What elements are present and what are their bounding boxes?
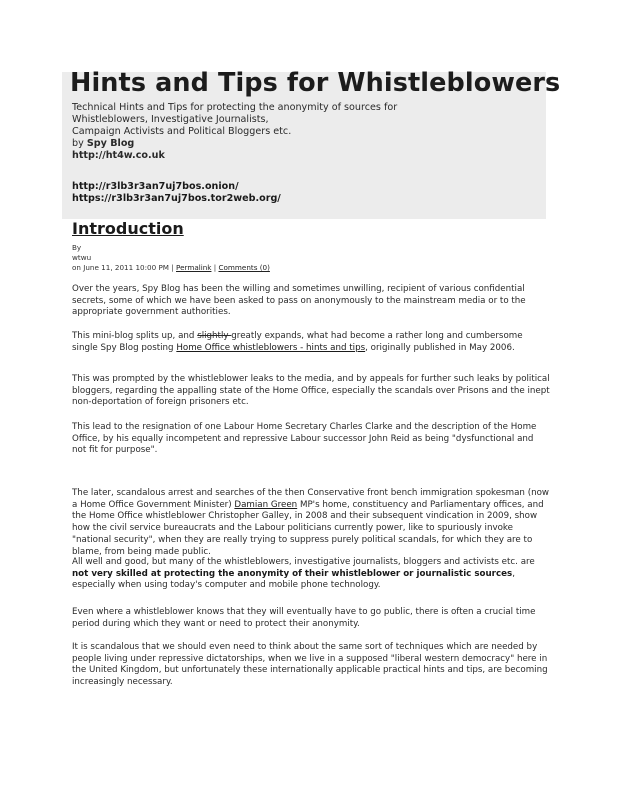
onion-links	[72, 181, 281, 205]
permalink-link[interactable]: Permalink	[176, 263, 212, 272]
by-label: by	[72, 138, 84, 149]
comments-link[interactable]: Comments (0)	[218, 263, 270, 272]
description-line-1: Technical Hints and Tips for protecting the anonymity of sources for	[72, 102, 398, 113]
paragraph-4: This lead to the resignation of one Labour Home Secretary Charles Clarke and the description of the Home Office, by his equally incompetent and repressive Labour successor John Reid as being "dysfunctional and not fit for purpose".	[72, 422, 537, 456]
paragraph-5-text-b: MP's home, constituency and Parliamentary offices, and the Home Office whistleblower Christopher Galley, in 2008 and their subsequent vindication in 2009, show how the civil service bureaucrats and the Labour politicians currently power, like to spuriously invoke "national security", when they are really trying to suppress purely political scandals, for which they are to blame, from being made public.	[72, 499, 544, 557]
paragraph-6-text-a: All well and good, but many of the whistleblowers, investigative journalists, bloggers and activists etc. are	[72, 557, 535, 567]
paragraph-6	[72, 557, 550, 592]
meta-separator: |	[213, 263, 217, 272]
paragraph-2-text-a: This mini-blog splits up, and	[72, 331, 198, 341]
meta-separator: |	[171, 263, 174, 272]
paragraph-2-strike: slightly	[197, 331, 232, 341]
paragraph-2-text-b: greatly expands, what had become a rather long and cumbersome single Spy Blog posting	[72, 331, 523, 353]
post-date: on June 11, 2011 10:00 PM	[72, 263, 169, 272]
paragraph-3: This was prompted by the whistleblower leaks to the media, and by appeals for further such leaks by political bloggers, regarding the appalling state of the Home Office, especially the scandals over Prisons and the inept non-deportation of foreign prisoners etc.	[72, 374, 550, 408]
post-meta	[72, 243, 270, 273]
paragraph-5-text-a: The later, scandalous arrest and searches of the then Conservative front bench immigration spokesman (now a Home Office Government Minister)	[72, 488, 550, 510]
post-by-label: By	[72, 243, 82, 252]
description-line-2: Whistleblowers, Investigative Journalists,	[72, 114, 269, 125]
post-title[interactable]: Introduction	[72, 219, 184, 238]
paragraph-2-text-c: , originally published in May 2006.	[365, 342, 515, 353]
tor2web-url[interactable]: https://r3lb3r3an7uj7bos.tor2web.org/	[72, 193, 281, 204]
site-description	[72, 102, 542, 162]
paragraph-7: Even where a whistleblower knows that they will eventually have to go public, there is often a crucial time period during which they want or need to protect their anonymity.	[72, 607, 536, 629]
site-author: Spy Blog	[86, 138, 135, 149]
paragraph-1: Over the years, Spy Blog has been the willing and sometimes unwilling, recipient of various confidential secrets, some of which we have been asked to pass on anonymously to the mainstream media or to the appropriate government authorities.	[72, 284, 526, 318]
onion-url[interactable]: http://r3lb3r3an7uj7bos.onion/	[72, 181, 239, 192]
damian-green-link[interactable]: Damian Green	[234, 499, 298, 510]
paragraph-6-text-b: , especially when using today's computer and mobile phone technology.	[72, 568, 515, 591]
site-title: Hints and Tips for Whistleblowers	[70, 68, 561, 98]
home-office-whistleblowers-link[interactable]: Home Office whistleblowers - hints and tips	[176, 342, 366, 353]
post-author: wtwu	[72, 253, 92, 262]
paragraph-6-emphasis: not very skilled at protecting the anonymity of their whistleblower or journalistic sources	[72, 568, 513, 579]
description-line-3: Campaign Activists and Political Bloggers etc.	[72, 126, 292, 137]
site-url[interactable]: http://ht4w.co.uk	[72, 150, 165, 161]
byline	[72, 138, 542, 150]
paragraph-2	[72, 331, 550, 354]
paragraph-8: It is scandalous that we should even need to think about the same sort of techniques which are needed by people living under repressive dictatorships, when we live in a supposed "liberal western democracy" here in the United Kingdom, but unfortunately these internationally applicable practical hints and tips, are becoming increasingly necessary.	[72, 642, 548, 688]
post-date-line	[72, 263, 270, 273]
paragraph-5	[72, 488, 550, 558]
